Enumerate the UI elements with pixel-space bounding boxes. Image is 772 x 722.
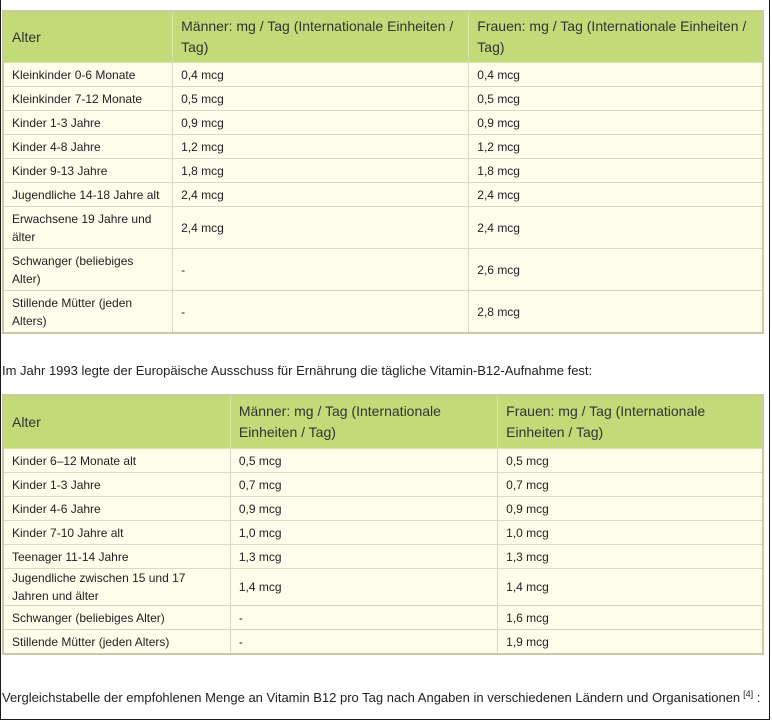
age-cell: Kinder 1-3 Jahre [3,111,173,135]
women-value-cell: 1,3 mcg [498,545,763,569]
age-cell: Stillende Mütter (jeden Alters) [3,291,173,334]
table-header-row [3,395,763,449]
men-value-cell: - [230,630,497,655]
table-row [3,291,763,334]
men-value-cell: 2,4 mcg [173,183,469,207]
men-value-cell: 2,4 mcg [173,207,469,249]
age-cell: Jugendliche zwischen 15 und 17 Jahren und älter [3,569,230,606]
table-row [3,111,763,135]
header-men: Männer: mg / Tag (Internationale Einheiten / Tag) [173,11,469,63]
age-cell: Kinder 6–12 Monate alt [3,449,230,473]
women-value-cell: 1,8 mcg [469,159,763,183]
comparison-text: Vergleichstabelle der empfohlenen Menge an Vitamin B12 pro Tag nach Angaben in verschiedenen Ländern und Organisationen [2,690,741,705]
men-value-cell: 1,4 mcg [230,569,497,606]
age-cell: Kinder 1-3 Jahre [3,473,230,497]
men-value-cell: 1,2 mcg [173,135,469,159]
table-row [3,630,763,655]
comparison-colon: : [756,690,761,705]
vitamin-b12-intake-table-eu [2,394,764,655]
age-cell: Stillende Mütter (jeden Alters) [3,630,230,655]
age-cell: Kinder 7-10 Jahre alt [3,521,230,545]
women-value-cell: 1,2 mcg [469,135,763,159]
table-row [3,87,763,111]
age-cell: Kleinkinder 7-12 Monate [3,87,173,111]
age-cell: Kinder 4-6 Jahre [3,497,230,521]
women-value-cell: 2,8 mcg [469,291,763,334]
comparison-paragraph [2,689,760,705]
men-value-cell: 1,3 mcg [230,545,497,569]
age-cell: Kinder 9-13 Jahre [3,159,173,183]
men-value-cell: 0,5 mcg [173,87,469,111]
table-row [3,159,763,183]
men-value-cell: 0,4 mcg [173,63,469,87]
table-row [3,569,763,606]
age-cell: Kinder 4-8 Jahre [3,135,173,159]
women-value-cell: 0,5 mcg [469,87,763,111]
men-value-cell: 1,8 mcg [173,159,469,183]
table-row [3,63,763,87]
table-row [3,545,763,569]
women-value-cell: 0,5 mcg [498,449,763,473]
women-value-cell: 1,9 mcg [498,630,763,655]
header-women: Frauen: mg / Tag (Internationale Einheiten / Tag) [469,11,763,63]
table-row [3,606,763,630]
age-cell: Jugendliche 14-18 Jahre alt [3,183,173,207]
reference-link[interactable]: [4] [743,689,754,699]
women-value-cell: 2,4 mcg [469,207,763,249]
age-cell: Teenager 11-14 Jahre [3,545,230,569]
women-value-cell: 0,4 mcg [469,63,763,87]
age-cell: Erwachsene 19 Jahre und älter [3,207,173,249]
table-row [3,183,763,207]
women-value-cell: 0,9 mcg [469,111,763,135]
header-age: Alter [3,11,173,63]
table-row [3,497,763,521]
table-header-row [3,11,763,63]
age-cell: Kleinkinder 0-6 Monate [3,63,173,87]
men-value-cell: 0,9 mcg [230,497,497,521]
men-value-cell: - [230,606,497,630]
table-row [3,521,763,545]
women-value-cell: 0,9 mcg [498,497,763,521]
women-value-cell: 1,0 mcg [498,521,763,545]
header-men: Männer: mg / Tag (Internationale Einheiten / Tag) [230,395,497,449]
women-value-cell: 2,6 mcg [469,249,763,291]
men-value-cell: 0,5 mcg [230,449,497,473]
eu-committee-paragraph: Im Jahr 1993 legte der Europäische Ausschuss für Ernährung die tägliche Vitamin-B12-Aufnahme fest: [2,363,593,378]
men-value-cell: - [173,291,469,334]
table-row [3,249,763,291]
table-row [3,449,763,473]
table-row [3,135,763,159]
women-value-cell: 1,4 mcg [498,569,763,606]
men-value-cell: 0,7 mcg [230,473,497,497]
men-value-cell: - [173,249,469,291]
age-cell: Schwanger (beliebiges Alter) [3,249,173,291]
women-value-cell: 0,7 mcg [498,473,763,497]
table-row [3,207,763,249]
header-women: Frauen: mg / Tag (Internationale Einheiten / Tag) [498,395,763,449]
age-cell: Schwanger (beliebiges Alter) [3,606,230,630]
header-age: Alter [3,395,230,449]
men-value-cell: 0,9 mcg [173,111,469,135]
women-value-cell: 2,4 mcg [469,183,763,207]
men-value-cell: 1,0 mcg [230,521,497,545]
women-value-cell: 1,6 mcg [498,606,763,630]
table-row [3,473,763,497]
vitamin-b12-intake-table-us [2,10,764,334]
